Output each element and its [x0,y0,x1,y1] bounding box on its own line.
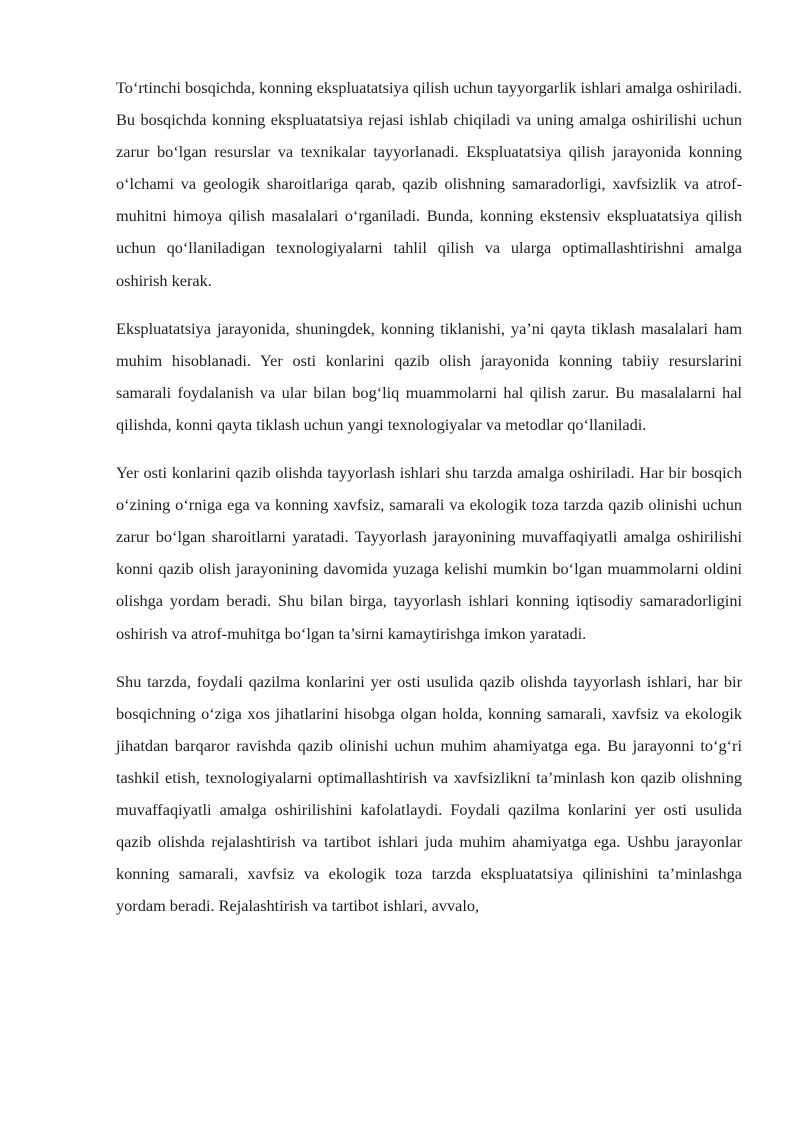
paragraph-2: Ekspluatatsiya jarayonida, shuningdek, konning tiklanishi, ya’ni qayta tiklash masalalari ham muhim hisoblanadi. Yer osti konlarini qazib olish jarayonida konning tabiiy resurslarini samarali foydalanish va ular bilan bog‘liq muammolarni hal qilish zarur. Bu masalalarni hal qilishda, konni qayta tiklash uchun yangi texnologiyalar va metodlar qo‘llaniladi. [116,318,742,434]
paragraph-1: To‘rtinchi bosqichda, konning ekspluatatsiya qilish uchun tayyorgarlik ishlari amalga oshiriladi. Bu bosqichda konning ekspluatatsiya rejasi ishlab chiqiladi va uning amalga oshirilishi uchun zarur bo‘lgan resurslar va texnikalar tayyorlanadi. Ekspluatatsiya qilish jarayonida konning o‘lchami va geologik sharoitlariga qarab, qazib olishning samaradorligi, xavfsizlik va atrof-muhitni himoya qilish masalalari o‘rganiladi. Bunda, konning ekstensiv ekspluatatsiya qilish uchun qo‘llaniladigan texnologiyalarni tahlil qilish va ularga optimallashtirishni amalga oshirish kerak. [116,78,742,290]
document-body [116,72,742,938]
paragraph-3: Yer osti konlarini qazib olishda tayyorlash ishlari shu tarzda amalga oshiriladi. Har bir bosqich o‘zining o‘rniga ega va konning xavfsiz, samarali va ekologik toza tarzda qazib olinishi uchun zarur bo‘lgan sharoitlarni yaratadi. Tayyorlash jarayonining muvaffaqiyatli amalga oshirilishi konni qazib olish jarayonining davomida yuzaga kelishi mumkin bo‘lgan muammolarni oldini olishga yordam beradi. Shu bilan birga, tayyorlash ishlari konning iqtisodiy samaradorligini oshirish va atrof-muhitga bo‘lgan ta’sirni kamaytirishga imkon yaratadi. [116,463,742,643]
paragraph-4: Shu tarzda, foydali qazilma konlarini yer osti usulida qazib olishda tayyorlash ishlari, har bir bosqichning o‘ziga xos jihatlarini hisobga olgan holda, konning samarali, xavfsiz va ekologik jihatdan barqaror ravishda qazib olinishi uchun muhim ahamiyatga ega. Bu jarayonni to‘g‘ri tashkil etish, texnologiyalarni optimallashtirish va xavfsizlikni ta’minlash kon qazib olishning muvaffaqiyatli amalga oshirilishini kafolatlaydi. Foydali qazilma konlarini yer osti usulida qazib olishda rejalashtirish va tartibot ishlari juda muhim ahamiyatga ega. Ushbu jarayonlar konning samarali, xavfsiz va ekologik toza tarzda ekspluatatsiya qilinishini ta’minlashga yordam beradi. Rejalashtirish va tartibot ishlari, avvalo, [116,671,742,916]
